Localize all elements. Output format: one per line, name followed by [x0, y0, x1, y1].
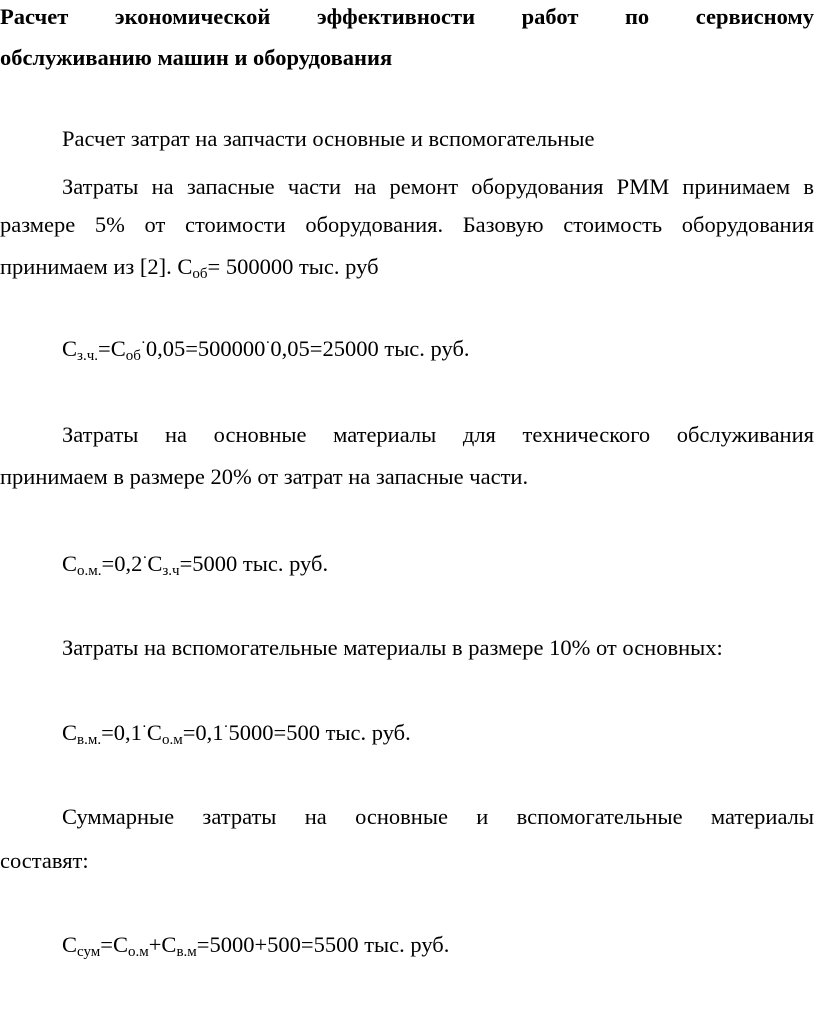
text: =5000 тыс. руб.	[179, 551, 329, 576]
document-title-line-2: обслуживанию машин и оборудования	[0, 45, 393, 70]
formula-main-materials	[62, 550, 814, 579]
subscript: о.м	[127, 944, 149, 960]
text: =0,1	[101, 720, 142, 745]
paragraph-2-line-2: принимаем в размере 20% от затрат на запасные части.	[0, 464, 529, 489]
subscript: о.м.	[77, 563, 102, 579]
symbol: С	[147, 551, 163, 576]
multiply-dot: ·	[142, 550, 148, 566]
symbol: С	[62, 720, 78, 745]
symbol: =С	[98, 336, 126, 361]
symbol: =С	[100, 932, 128, 957]
formula-aux-materials	[62, 719, 814, 748]
multiply-dot: ·	[223, 719, 229, 735]
subscript: об	[125, 348, 141, 364]
multiply-dot: ·	[141, 719, 147, 735]
multiply-dot: ·	[140, 335, 146, 351]
text: =5000+500=5500 тыс. руб.	[196, 932, 450, 957]
formula-total-materials	[62, 932, 814, 960]
symbol: С	[146, 720, 162, 745]
paragraph-4-line-2: составят:	[0, 848, 89, 873]
paragraph-2-line-1: Затраты на основные материалы для технического обслуживания	[62, 422, 814, 447]
symbol: С	[62, 551, 78, 576]
text: 5000=500 тыс. руб.	[228, 720, 411, 745]
paragraph-3-line-1: Затраты на вспомогательные материалы в размере 10% от основных:	[62, 635, 723, 660]
text: = 500000 тыс. руб	[207, 254, 379, 279]
formula-spare-parts	[62, 335, 814, 364]
text: =0,2	[101, 551, 143, 576]
document-title-line-1: Расчет экономической эффективности работ по сервисному	[0, 4, 814, 29]
subscript: в.м.	[77, 732, 102, 748]
section-heading: Расчет затрат на запчасти основные и вспомогательные	[62, 126, 595, 151]
text: =0,1	[182, 720, 224, 745]
symbol: +С	[148, 932, 177, 957]
subscript: з.ч	[162, 563, 180, 579]
symbol: С	[62, 932, 78, 957]
subscript: сум	[77, 944, 101, 960]
paragraph-4-line-1: Суммарные затраты на основные и вспомогательные материалы	[62, 804, 814, 829]
paragraph-1-line-2: размере 5% от стоимости оборудования. Базовую стоимость оборудования	[0, 212, 814, 237]
subscript: з.ч.	[77, 348, 98, 364]
text: принимаем из [2]. С	[0, 254, 193, 279]
text: 0,05=500000	[145, 336, 266, 361]
subscript: в.м	[176, 944, 197, 960]
paragraph-1-line-3	[0, 254, 814, 282]
symbol: С	[62, 336, 78, 361]
subscript: об	[192, 266, 208, 282]
paragraph-1-line-1: Затраты на запасные части на ремонт оборудования РММ принимаем в	[62, 174, 814, 199]
text: 0,05=25000 тыс. руб.	[270, 336, 470, 361]
subscript: о.м	[161, 732, 183, 748]
multiply-dot: ·	[265, 335, 271, 351]
